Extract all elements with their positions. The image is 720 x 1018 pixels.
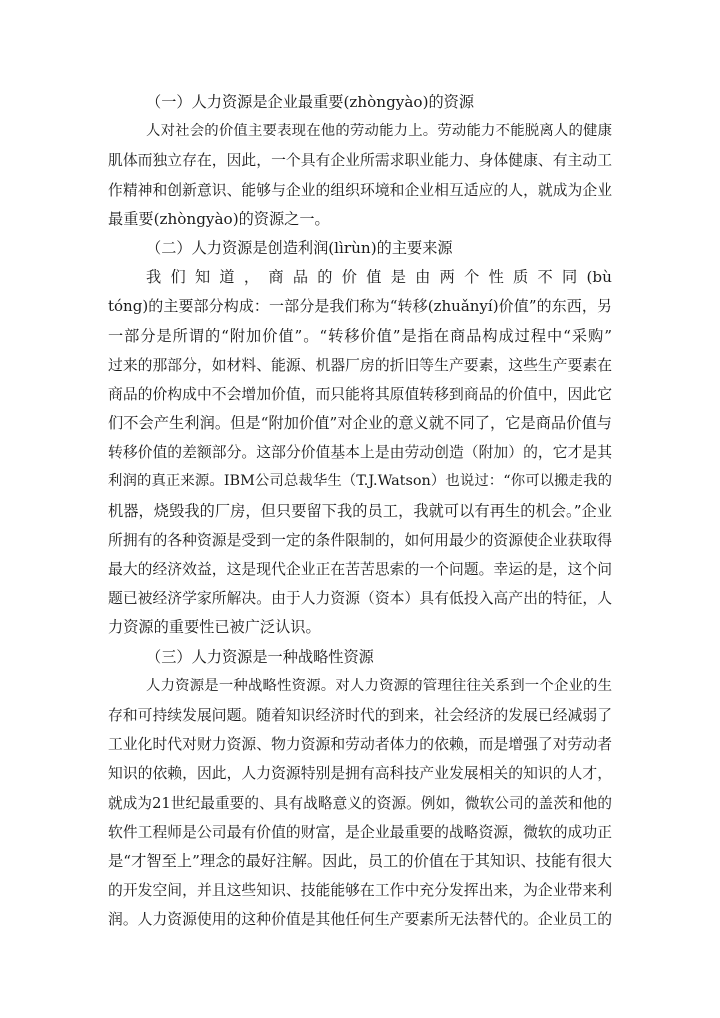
- char: 的: [317, 268, 333, 287]
- paragraph-line: 是“才智至上”理念的最好注解。因此，员工的价值在于其知识、技能有很大: [108, 851, 612, 870]
- char: 商: [268, 268, 284, 287]
- char: 值: [366, 268, 382, 287]
- char: 同: [561, 268, 578, 287]
- char: 质: [513, 268, 529, 287]
- paragraph-line: 力资源的重要性已被广泛认识。: [108, 618, 321, 637]
- char: 性: [488, 268, 504, 287]
- char: 两: [439, 268, 455, 287]
- char: 知: [194, 268, 211, 287]
- section-heading-1: （一）人力资源是企业最重要(zhòngyào)的资源: [146, 93, 475, 111]
- paragraph-line: 一部分是所谓的“附加价值”。“转移价值”是指在商品构成过程中“采购”: [108, 326, 612, 345]
- char: 价: [341, 268, 357, 287]
- paragraph-line: 最重要(zhòngyào)的资源之一。: [108, 209, 330, 228]
- paragraph-line: 人力资源是一种战略性资源。对人力资源的管理往往关系到一个企业的生: [146, 677, 612, 694]
- char: 我: [146, 268, 162, 287]
- section-heading-2: （二）人力资源是创造利润(lìrùn)的主要来源: [146, 238, 453, 257]
- paragraph-line: 商品的价构成中不会增加价值，而只能将其原值转移到商品的价值中，因此它: [108, 385, 612, 403]
- section-heading-3: （三）人力资源是一种战略性资源: [146, 647, 374, 666]
- char: (bù: [586, 268, 612, 287]
- char: 个: [464, 268, 480, 287]
- char: 是: [390, 268, 406, 287]
- paragraph-line: 利润的真正来源。IBM公司总裁华生（T.J.Watson）也说过：“你可以搬走我的: [108, 473, 612, 490]
- paragraph-line: 润。人力资源使用的这种价值是其他任何生产要素所无法替代的。企业员工的: [108, 911, 612, 929]
- paragraph-line: 过来的那部分，如材料、能源、机器厂房的折旧等生产要素，这些生产要素在: [108, 356, 612, 374]
- paragraph-line: 存和可持续发展问题。随着知识经济时代的到来，社会经济的发展已经减弱了: [108, 706, 612, 724]
- char: 道: [219, 268, 235, 287]
- char: ，: [243, 268, 260, 287]
- paragraph-line: 就成为21世纪最重要的、具有战略意义的资源。例如，微软公司的盖茨和他的: [108, 794, 612, 812]
- paragraph-line: 的开发空间，并且这些知识、技能能够在工作中充分发挥出来，为企业带来利: [108, 882, 612, 900]
- paragraph-line: 作精神和创新意识、能够与企业的组织环境和企业相互适应的人，就成为企业: [108, 181, 612, 199]
- paragraph-line: 工业化时代对财力资源、物力资源和劳动者体力的依赖，而是增强了对劳动者: [108, 736, 612, 754]
- paragraph-line: 题已被经济学家所解决。由于人力资源（资本）具有低投入高产出的特征，人: [108, 590, 612, 608]
- char: 由: [415, 268, 431, 287]
- paragraph-line: 机器，烧毁我的厂房，但只要留下我的员工，我就可以有再生的机会。”企业: [108, 501, 612, 520]
- paragraph-line: 们不会产生利润。但是“附加价值”对企业的意义就不同了，它是商品价值与: [108, 414, 612, 433]
- document-page: [108, 88, 612, 934]
- paragraph-line: 软件工程师是公司最有价值的财富，是企业最重要的战略资源，微软的成功正: [108, 823, 612, 841]
- paragraph-line: 知识的依赖，因此，人力资源特别是拥有高科技产业发展相关的知识的人才，: [108, 765, 612, 783]
- paragraph-line: 所拥有的各种资源是受到一定的条件限制的，如何用最少的资源使企业获取得: [108, 531, 612, 549]
- paragraph-line: tóng)的主要部分构成：一部分是我们称为“转移(zhuǎnyí)价值”的东西，另: [108, 297, 612, 316]
- paragraph-line: 最大的经济效益，这是现代企业正在苦苦思索的一个问题。幸运的是，这个问: [108, 561, 612, 578]
- char: 们: [170, 268, 186, 287]
- char: 品: [292, 268, 308, 287]
- char: 不: [537, 268, 553, 287]
- paragraph-line: 转移价值的差额部分。这部分价值基本上是由劳动创造（附加）的，它才是其: [108, 444, 612, 462]
- paragraph-line: 人对社会的价值主要表现在他的劳动能力上。劳动能力不能脱离人的健康: [146, 123, 612, 140]
- paragraph-line: 肌体而独立存在，因此，一个具有企业所需求职业能力、身体健康、有主动工: [108, 152, 612, 170]
- paragraph-spread-line: [108, 263, 612, 292]
